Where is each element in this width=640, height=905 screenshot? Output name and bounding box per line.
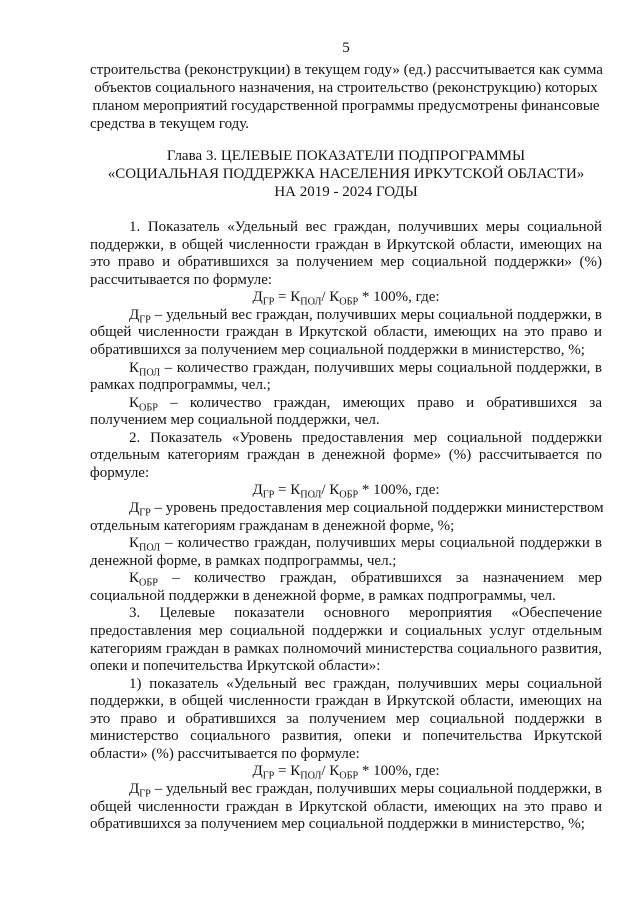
definition-line: обратившихся за получением мер социальной поддержки в министерство, %; [90,341,585,358]
symbol-subscript: ПОЛ [139,366,161,378]
formula [90,763,602,781]
symbol-base: Д [252,763,263,780]
definition-text: – количество граждан, получивших меры социальной поддержки в [160,535,602,552]
paragraph-line: формуле: [90,464,150,481]
symbol-base: К [290,482,301,499]
paragraph-line: 2. Показатель «Уровень предоставления мер социальной поддержки [129,429,602,446]
symbol-base: Д [129,781,140,797]
definition-line [90,395,602,413]
symbol-subscript: ПОЛ [300,489,322,501]
symbol-base: К [329,289,340,306]
symbol-subscript: ОБР [339,489,359,501]
paragraph-line: поддержки, в общей численности граждан в Иркутской области, имеющих на [90,693,602,710]
symbol-base: К [129,535,140,552]
paragraph-line: категориям граждан в рамках полномочий министерства социального развития, [90,640,602,657]
definition-line [90,781,602,799]
formula-divide: / [321,289,330,306]
paragraph-line: 3. Целевые показатели основного мероприятия «Обеспечение [129,605,602,622]
definition-text: – удельный вес граждан, получивших меры социальной поддержки, в [150,306,602,323]
symbol-base: К [129,570,140,587]
definition-line: социальной поддержки в денежной форме, в рамках подпрограммы, чел. [90,587,556,604]
chapter-title [90,147,602,201]
chapter-title-line: «СОЦИАЛЬНАЯ ПОДДЕРЖКА НАСЕЛЕНИЯ ИРКУТСКОЙ ОБЛАСТИ» [107,166,585,182]
formula-tail: * 100%, где: [358,763,440,780]
definition-text: – количество граждан, получивших меры социальной поддержки, в [160,359,602,376]
symbol-subscript: ОБР [139,401,158,413]
formula-divide: / [321,763,330,780]
symbol-base: Д [129,500,140,516]
definition-line: рамках подпрограммы, чел.; [90,377,271,394]
paragraph-line: это право и обратившихся за получением мер социальной поддержки» (%) [90,254,602,271]
symbol-subscript: ГР [139,314,151,326]
chapter-title-line: НА 2019 - 2024 ГОДЫ [274,184,418,200]
symbol-subscript: ГР [262,489,275,501]
paragraph-line: опеки и попечительства Иркутской области»: [90,658,381,675]
definition-line: отдельным категориям гражданам в денежной форме, %; [90,517,455,534]
definition-line [90,535,602,553]
symbol-subscript: ПОЛ [139,542,161,554]
paragraph-line: предоставления мер социальной поддержки и социальных услуг отдельным [90,622,602,639]
intro-line: строительства (реконструкции) в текущем году» (ед.) рассчитывается как сумма [90,62,603,78]
chapter-title-line: Глава 3. ЦЕЛЕВЫЕ ПОКАЗАТЕЛИ ПОДПРОГРАММЫ [166,148,526,164]
symbol-subscript: ОБР [139,577,158,589]
symbol-subscript: ОБР [339,296,359,308]
definition-text: – уровень предоставления мер социальной поддержки министерством [150,500,604,516]
document-body [90,219,602,834]
formula-equals: = [274,289,291,306]
symbol-base: К [129,394,140,411]
symbol-subscript: ГР [139,788,151,800]
paragraph-line: министерство социального развития, опеки и попечительства Иркутской [90,728,602,745]
definition-line [90,307,602,325]
definition-line [90,360,602,378]
symbol-base: К [329,763,340,780]
intro-line: объектов социального назначения, на строительство (реконструкцию) которых [94,80,598,96]
formula-equals: = [274,763,291,780]
definition-text: – количество граждан, обратившихся за назначением мер [157,570,602,587]
formula [90,482,602,500]
intro-line: планом мероприятий государственной программы предусмотрены финансовые [92,98,600,114]
definition-text: – удельный вес граждан, получивших меры социальной поддержки, в [150,781,602,797]
symbol-subscript: ПОЛ [300,770,322,782]
symbol-base: К [290,763,301,780]
symbol-subscript: ГР [262,770,275,782]
definition-line: обратившихся за получением мер социальной поддержки в министерство, %; [90,816,585,833]
symbol-subscript: ГР [262,296,275,308]
paragraph-line: 1) показатель «Удельный вес граждан, получивших меры социальной [129,675,602,692]
paragraph-line: отдельным категориям граждан в денежной форме» (%) рассчитывается по [90,447,602,464]
symbol-subscript: ОБР [339,770,359,782]
formula [90,289,602,307]
formula-divide: / [321,482,330,499]
paragraph-line: это право и обратившихся за получением мер социальной поддержки в [90,710,602,727]
formula-tail: * 100%, где: [358,482,440,499]
symbol-base: Д [252,289,263,306]
symbol-base: Д [129,306,140,323]
symbol-subscript: ПОЛ [300,296,322,308]
symbol-base: К [329,482,340,499]
definition-line [90,500,602,518]
definition-text: – количество граждан, имеющих право и обратившихся за [157,394,602,411]
symbol-base: К [129,359,140,376]
definition-line: общей численности граждан в Иркутской области, имеющих на это право и [90,324,602,341]
symbol-base: Д [252,482,263,499]
paragraph-line: поддержки, в общей численности граждан в Иркутской области, имеющих на [90,236,602,253]
page-number: 5 [342,40,350,56]
paragraph-line: области» (%) рассчитывается по формуле: [90,745,360,762]
intro-paragraph [90,61,602,133]
paragraph-line: 1. Показатель «Удельный вес граждан, получивших меры социальной [129,219,602,235]
definition-line: получением мер социальной поддержки, чел. [90,412,380,429]
definition-line [90,570,602,588]
definition-line: общей численности граждан в Иркутской области, имеющих на это право и [90,798,602,815]
symbol-subscript: ГР [139,507,151,519]
paragraph-line: рассчитывается по формуле: [90,271,273,288]
formula-tail: * 100%, где: [358,289,440,306]
formula-equals: = [274,482,291,499]
symbol-base: К [290,289,301,306]
definition-line: денежной форме, в рамках подпрограммы, чел.; [90,552,397,569]
intro-line: средства в текущем году. [90,116,250,132]
